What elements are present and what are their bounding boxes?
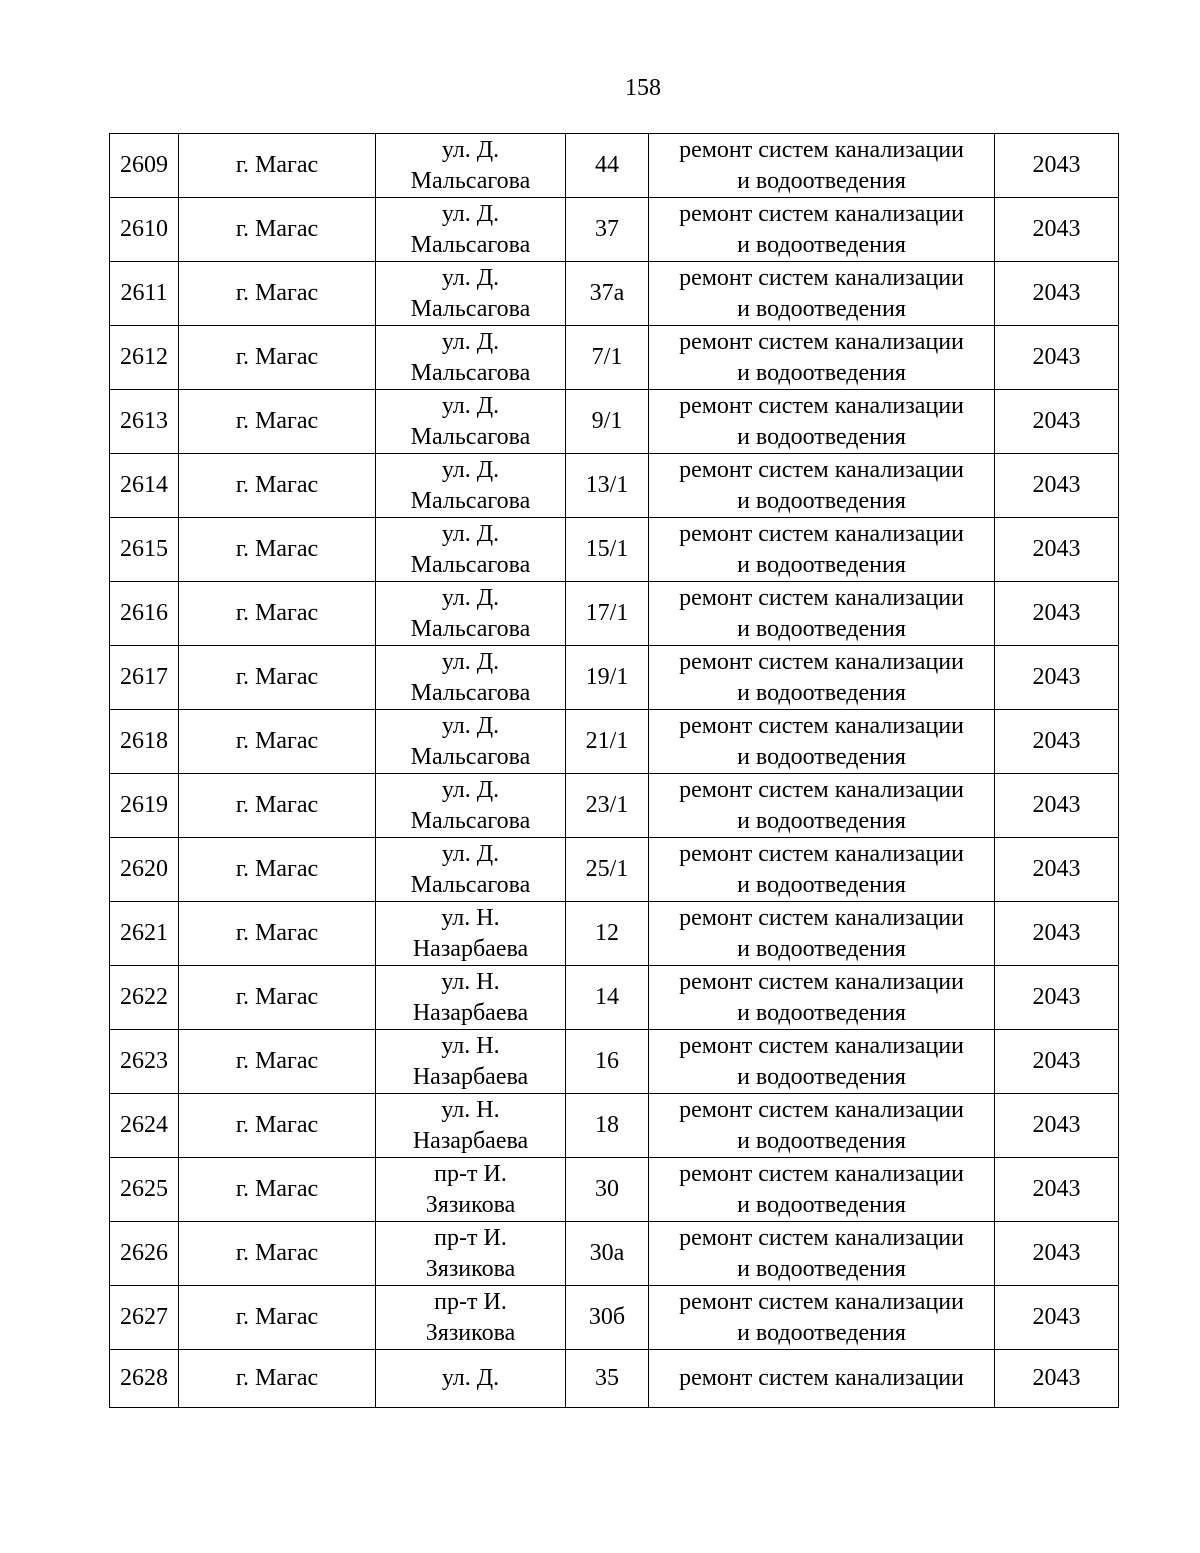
street-cell-line: пр-т И.	[434, 1224, 507, 1251]
work-type-cell	[649, 838, 995, 902]
year-cell: 2043	[995, 646, 1119, 710]
work-type-cell-line: и водоотведения	[737, 615, 906, 642]
street-cell	[376, 518, 566, 582]
house-number-cell: 21/1	[566, 710, 649, 774]
year-cell: 2043	[995, 1222, 1119, 1286]
city-cell: г. Магас	[179, 326, 376, 390]
street-cell	[376, 902, 566, 966]
work-type-cell-line: ремонт систем канализации	[679, 392, 964, 419]
row-number-cell: 2616	[110, 582, 179, 646]
work-type-cell	[649, 134, 995, 198]
table-row	[110, 1030, 1119, 1094]
work-type-cell	[649, 326, 995, 390]
house-number-cell: 18	[566, 1094, 649, 1158]
street-cell	[376, 1158, 566, 1222]
work-type-cell	[649, 902, 995, 966]
city-cell: г. Магас	[179, 1158, 376, 1222]
table-row	[110, 262, 1119, 326]
year-cell: 2043	[995, 838, 1119, 902]
street-cell-line: Мальсагова	[410, 679, 531, 706]
year-cell: 2043	[995, 518, 1119, 582]
table-row	[110, 518, 1119, 582]
work-type-cell-line: и водоотведения	[737, 1063, 906, 1090]
year-cell: 2043	[995, 1350, 1119, 1408]
work-type-cell	[649, 518, 995, 582]
street-cell	[376, 774, 566, 838]
city-cell: г. Магас	[179, 454, 376, 518]
work-type-cell-line: ремонт систем канализации	[679, 712, 964, 739]
row-number-cell: 2619	[110, 774, 179, 838]
table-row	[110, 646, 1119, 710]
house-number-cell: 9/1	[566, 390, 649, 454]
year-cell: 2043	[995, 1158, 1119, 1222]
work-type-cell-line: и водоотведения	[737, 295, 906, 322]
house-number-cell: 37	[566, 198, 649, 262]
house-number-cell: 37а	[566, 262, 649, 326]
work-type-cell-line: ремонт систем канализации	[679, 904, 964, 931]
work-type-cell-line: ремонт систем канализации	[679, 1032, 964, 1059]
street-cell-line: Мальсагова	[410, 743, 531, 770]
table-row	[110, 198, 1119, 262]
street-cell-line: Мальсагова	[410, 167, 531, 194]
house-number-cell: 13/1	[566, 454, 649, 518]
city-cell: г. Магас	[179, 710, 376, 774]
street-cell-line: ул. Н.	[441, 1032, 500, 1059]
row-number-cell: 2617	[110, 646, 179, 710]
city-cell: г. Магас	[179, 774, 376, 838]
row-number-cell: 2615	[110, 518, 179, 582]
work-type-cell-line: ремонт систем канализации	[679, 328, 964, 355]
work-type-cell-line: и водоотведения	[737, 487, 906, 514]
year-cell: 2043	[995, 774, 1119, 838]
street-cell-line: ул. Н.	[441, 904, 500, 931]
table-row	[110, 1094, 1119, 1158]
city-cell: г. Магас	[179, 1030, 376, 1094]
row-number-cell: 2612	[110, 326, 179, 390]
street-cell-line: Мальсагова	[410, 423, 531, 450]
city-cell: г. Магас	[179, 1222, 376, 1286]
work-type-cell-line: и водоотведения	[737, 1127, 906, 1154]
work-type-cell-line: ремонт систем канализации	[679, 1288, 964, 1315]
city-cell: г. Магас	[179, 518, 376, 582]
house-number-cell: 23/1	[566, 774, 649, 838]
house-number-cell: 44	[566, 134, 649, 198]
work-type-cell	[649, 1286, 995, 1350]
work-type-cell-line: и водоотведения	[737, 1319, 906, 1346]
street-cell-line: Мальсагова	[410, 359, 531, 386]
house-number-cell: 7/1	[566, 326, 649, 390]
year-cell: 2043	[995, 902, 1119, 966]
table-row	[110, 1350, 1119, 1408]
house-number-cell: 30а	[566, 1222, 649, 1286]
row-number-cell: 2625	[110, 1158, 179, 1222]
work-type-cell-line: и водоотведения	[737, 359, 906, 386]
city-cell: г. Магас	[179, 966, 376, 1030]
row-number-cell: 2621	[110, 902, 179, 966]
street-cell	[376, 262, 566, 326]
work-type-cell-line: ремонт систем канализации	[679, 840, 964, 867]
work-type-cell-line: и водоотведения	[737, 167, 906, 194]
street-cell-line: Назарбаева	[412, 1063, 529, 1090]
work-type-cell-line: ремонт систем канализации	[679, 776, 964, 803]
row-number-cell: 2618	[110, 710, 179, 774]
street-cell-line: ул. Д.	[441, 392, 500, 419]
city-cell: г. Магас	[179, 198, 376, 262]
street-cell-line: ул. Д.	[441, 1365, 500, 1391]
street-cell-line: Зязикова	[425, 1319, 516, 1346]
street-cell-line: ул. Н.	[441, 1096, 500, 1123]
row-number-cell: 2627	[110, 1286, 179, 1350]
street-cell-line: ул. Д.	[441, 328, 500, 355]
year-cell: 2043	[995, 966, 1119, 1030]
table-row	[110, 1158, 1119, 1222]
street-cell-line: ул. Д.	[441, 456, 500, 483]
city-cell: г. Магас	[179, 646, 376, 710]
table-row	[110, 902, 1119, 966]
year-cell: 2043	[995, 262, 1119, 326]
city-cell: г. Магас	[179, 1286, 376, 1350]
street-cell-line: ул. Д.	[441, 648, 500, 675]
house-number-cell: 25/1	[566, 838, 649, 902]
house-number-cell: 12	[566, 902, 649, 966]
street-cell-line: ул. Д.	[441, 840, 500, 867]
table-row	[110, 838, 1119, 902]
street-cell-line: ул. Д.	[441, 264, 500, 291]
city-cell: г. Магас	[179, 902, 376, 966]
work-type-cell	[649, 390, 995, 454]
work-type-cell-line: и водоотведения	[737, 551, 906, 578]
work-type-cell	[649, 646, 995, 710]
house-number-cell: 30	[566, 1158, 649, 1222]
work-type-cell	[649, 1030, 995, 1094]
year-cell: 2043	[995, 1030, 1119, 1094]
table-row	[110, 774, 1119, 838]
year-cell: 2043	[995, 198, 1119, 262]
work-type-cell	[649, 582, 995, 646]
work-type-cell-line: ремонт систем канализации	[679, 520, 964, 547]
house-number-cell: 17/1	[566, 582, 649, 646]
street-cell-line: Назарбаева	[412, 1127, 529, 1154]
street-cell	[376, 646, 566, 710]
row-number-cell: 2623	[110, 1030, 179, 1094]
street-cell-line: Мальсагова	[410, 487, 531, 514]
street-cell	[376, 134, 566, 198]
street-cell-line: ул. Д.	[441, 712, 500, 739]
work-type-cell-line: и водоотведения	[737, 871, 906, 898]
row-number-cell: 2620	[110, 838, 179, 902]
street-cell	[376, 390, 566, 454]
row-number-cell: 2611	[110, 262, 179, 326]
work-type-cell-line: ремонт систем канализации	[679, 1160, 964, 1187]
row-number-cell: 2609	[110, 134, 179, 198]
work-type-cell-line: и водоотведения	[737, 743, 906, 770]
street-cell	[376, 710, 566, 774]
work-type-cell-line: ремонт систем канализации	[679, 584, 964, 611]
year-cell: 2043	[995, 1286, 1119, 1350]
street-cell-line: Мальсагова	[410, 807, 531, 834]
street-cell	[376, 582, 566, 646]
housing-repair-table	[109, 133, 1119, 1408]
work-type-cell-line: и водоотведения	[737, 423, 906, 450]
table-row	[110, 326, 1119, 390]
work-type-cell-line: ремонт систем канализации	[679, 1096, 964, 1123]
work-type-cell-line: и водоотведения	[737, 1255, 906, 1282]
city-cell: г. Магас	[179, 1094, 376, 1158]
work-type-cell	[649, 966, 995, 1030]
house-number-cell: 15/1	[566, 518, 649, 582]
house-number-cell: 14	[566, 966, 649, 1030]
table-row	[110, 390, 1119, 454]
street-cell-line: ул. Д.	[441, 776, 500, 803]
street-cell	[376, 1094, 566, 1158]
row-number-cell: 2614	[110, 454, 179, 518]
street-cell-line: ул. Д.	[441, 200, 500, 227]
year-cell: 2043	[995, 326, 1119, 390]
street-cell	[376, 966, 566, 1030]
table-row	[110, 1222, 1119, 1286]
work-type-cell-line: и водоотведения	[737, 1191, 906, 1218]
street-cell-line: пр-т И.	[434, 1288, 507, 1315]
row-number-cell: 2624	[110, 1094, 179, 1158]
street-cell-line: Мальсагова	[410, 871, 531, 898]
street-cell-line: ул. Д.	[441, 136, 500, 163]
year-cell: 2043	[995, 134, 1119, 198]
street-cell	[376, 1222, 566, 1286]
work-type-cell-line: ремонт систем канализации	[679, 456, 964, 483]
work-type-cell-line: и водоотведения	[737, 679, 906, 706]
street-cell-line: Зязикова	[425, 1191, 516, 1218]
house-number-cell: 35	[566, 1350, 649, 1408]
street-cell-line: Мальсагова	[410, 615, 531, 642]
street-cell	[376, 1030, 566, 1094]
street-cell	[376, 198, 566, 262]
table-row	[110, 966, 1119, 1030]
street-cell	[376, 1286, 566, 1350]
row-number-cell: 2610	[110, 198, 179, 262]
street-cell	[376, 326, 566, 390]
table-row	[110, 134, 1119, 198]
work-type-cell-line: и водоотведения	[737, 999, 906, 1026]
year-cell: 2043	[995, 710, 1119, 774]
street-cell-line: Мальсагова	[410, 551, 531, 578]
row-number-cell: 2628	[110, 1350, 179, 1408]
table-row	[110, 582, 1119, 646]
work-type-cell-line: ремонт систем канализации	[679, 136, 964, 163]
street-cell-line: Мальсагова	[410, 231, 531, 258]
table-row	[110, 454, 1119, 518]
work-type-cell-line: ремонт систем канализации	[679, 1224, 964, 1251]
house-number-cell: 19/1	[566, 646, 649, 710]
work-type-cell-line: ремонт систем канализации	[679, 1365, 964, 1391]
page-number: 158	[625, 75, 661, 101]
city-cell: г. Магас	[179, 1350, 376, 1408]
street-cell-line: Зязикова	[425, 1255, 516, 1282]
house-number-cell: 30б	[566, 1286, 649, 1350]
city-cell: г. Магас	[179, 390, 376, 454]
street-cell-line: ул. Д.	[441, 520, 500, 547]
street-cell-line: ул. Д.	[441, 584, 500, 611]
city-cell: г. Магас	[179, 838, 376, 902]
row-number-cell: 2613	[110, 390, 179, 454]
table-body	[110, 134, 1119, 1408]
street-cell	[376, 454, 566, 518]
city-cell: г. Магас	[179, 134, 376, 198]
city-cell: г. Магас	[179, 262, 376, 326]
work-type-cell	[649, 198, 995, 262]
work-type-cell	[649, 1350, 995, 1408]
year-cell: 2043	[995, 1094, 1119, 1158]
street-cell-line: Назарбаева	[412, 999, 529, 1026]
work-type-cell-line: ремонт систем канализации	[679, 968, 964, 995]
table-row	[110, 1286, 1119, 1350]
row-number-cell: 2622	[110, 966, 179, 1030]
work-type-cell-line: и водоотведения	[737, 935, 906, 962]
street-cell	[376, 838, 566, 902]
work-type-cell	[649, 454, 995, 518]
street-cell-line: пр-т И.	[434, 1160, 507, 1187]
work-type-cell-line: и водоотведения	[737, 807, 906, 834]
year-cell: 2043	[995, 582, 1119, 646]
work-type-cell-line: и водоотведения	[737, 231, 906, 258]
work-type-cell-line: ремонт систем канализации	[679, 648, 964, 675]
street-cell-line: Назарбаева	[412, 935, 529, 962]
work-type-cell	[649, 262, 995, 326]
work-type-cell	[649, 774, 995, 838]
work-type-cell	[649, 1094, 995, 1158]
street-cell	[376, 1350, 566, 1408]
work-type-cell-line: ремонт систем канализации	[679, 264, 964, 291]
year-cell: 2043	[995, 390, 1119, 454]
house-number-cell: 16	[566, 1030, 649, 1094]
table-row	[110, 710, 1119, 774]
row-number-cell: 2626	[110, 1222, 179, 1286]
work-type-cell	[649, 1158, 995, 1222]
street-cell-line: ул. Н.	[441, 968, 500, 995]
work-type-cell	[649, 710, 995, 774]
city-cell: г. Магас	[179, 582, 376, 646]
year-cell: 2043	[995, 454, 1119, 518]
work-type-cell	[649, 1222, 995, 1286]
street-cell-line: Мальсагова	[410, 295, 531, 322]
work-type-cell-line: ремонт систем канализации	[679, 200, 964, 227]
